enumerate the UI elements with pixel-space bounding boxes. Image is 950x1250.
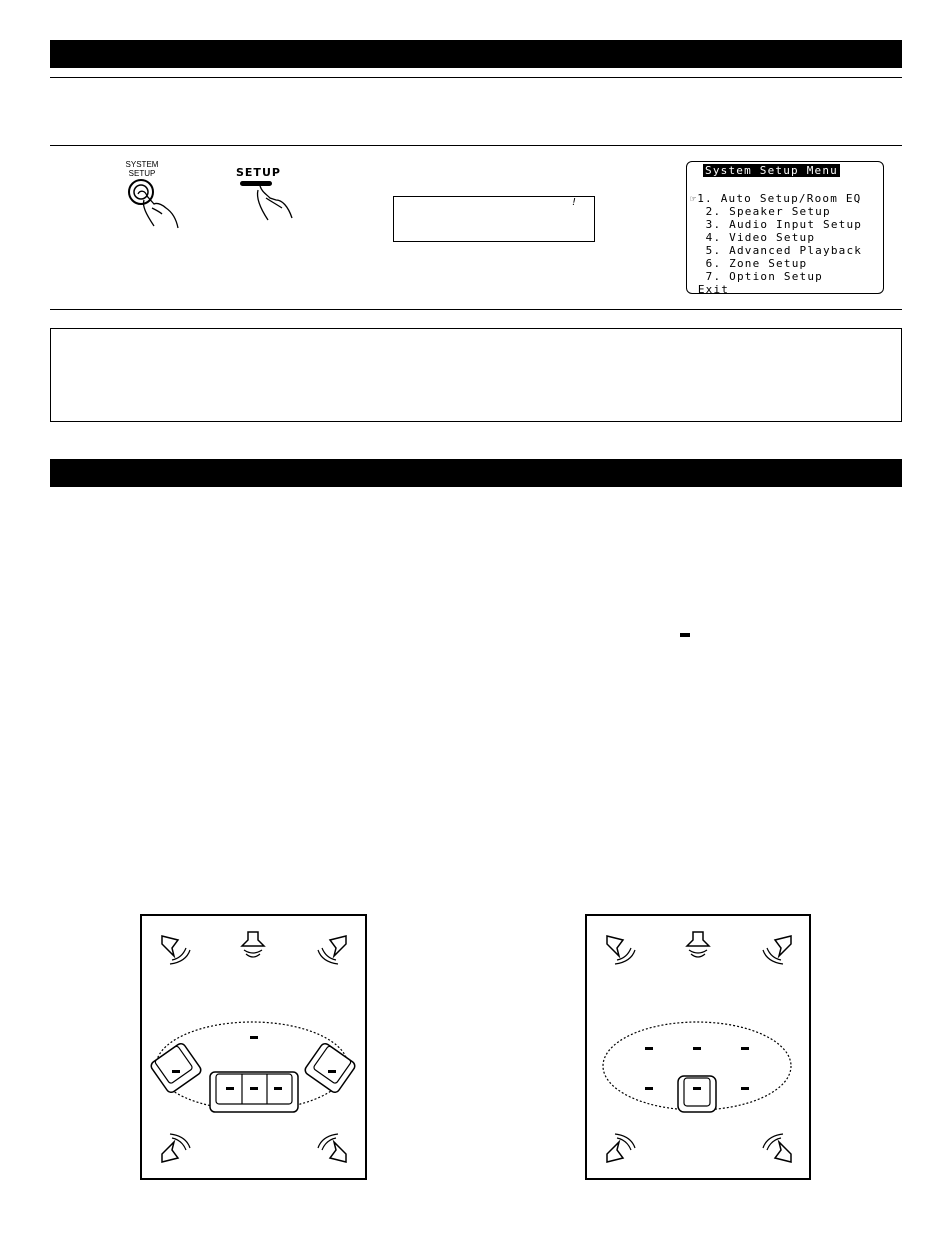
menu-item-exit[interactable]: Exit [697,283,730,296]
right-armchair-icon [303,1042,356,1094]
divider [50,145,902,146]
divider [50,309,902,310]
single-seat-layout-drawing [587,916,809,1178]
seat-position-marker [274,1087,282,1090]
menu-item-auto-setup[interactable]: ☞1. Auto Setup/Room EQ [690,192,862,205]
center-speaker-icon [687,932,709,957]
section-header-bar-top [50,40,902,68]
system-setup-label-line1: SYSTEM [125,160,159,169]
menu-item-video-setup[interactable]: 4. Video Setup [705,231,816,244]
menu-item-speaker-setup[interactable]: 2. Speaker Setup [705,205,831,218]
sofa-layout-drawing [142,916,365,1178]
seat-position-marker [693,1047,701,1050]
menu-item-advanced-playback[interactable]: 5. Advanced Playback [705,244,863,257]
left-armchair-icon [149,1042,202,1094]
seat-position-marker [172,1070,180,1073]
setup-button-icon[interactable] [236,178,302,228]
divider [50,77,902,78]
menu-title: System Setup Menu [705,164,838,177]
system-setup-menu [686,161,884,294]
seat-position-marker [328,1070,336,1073]
single-seat-layout-diagram [585,914,811,1180]
surround-left-speaker-icon [162,1134,190,1162]
front-left-speaker-icon [162,936,190,964]
sofa-icon [210,1072,298,1112]
surround-right-speaker-icon [763,1134,791,1162]
system-setup-label-line2: SETUP [128,169,156,178]
seat-position-marker [250,1087,258,1090]
front-panel-display [393,196,595,242]
sofa-layout-diagram [140,914,367,1180]
note-box [50,328,902,422]
section-header-bar-middle [50,459,902,487]
seat-position-marker [226,1087,234,1090]
seat-position-marker [741,1087,749,1090]
front-right-speaker-icon [763,936,791,964]
pointing-hand-icon: ☞ [690,194,698,205]
system-setup-button-icon[interactable] [118,178,188,238]
position-marker-icon [680,633,690,637]
menu-item-zone-setup[interactable]: 6. Zone Setup [705,257,808,270]
seat-position-marker [250,1036,258,1039]
setup-label: SETUP [236,166,281,179]
seat-position-marker [645,1087,653,1090]
seat-position-marker [693,1087,701,1090]
front-left-speaker-icon [607,936,635,964]
armchair-icon [678,1076,716,1112]
menu-list [690,192,862,296]
center-speaker-icon [242,932,264,957]
menu-item-audio-input-setup[interactable]: 3. Audio Input Setup [705,218,863,231]
system-setup-label [114,160,170,178]
display-mark: ! [572,197,577,208]
seat-position-marker [645,1047,653,1050]
menu-item-option-setup[interactable]: 7. Option Setup [705,270,823,283]
surround-right-speaker-icon [318,1134,346,1162]
surround-left-speaker-icon [607,1134,635,1162]
front-right-speaker-icon [318,936,346,964]
seat-position-marker [741,1047,749,1050]
